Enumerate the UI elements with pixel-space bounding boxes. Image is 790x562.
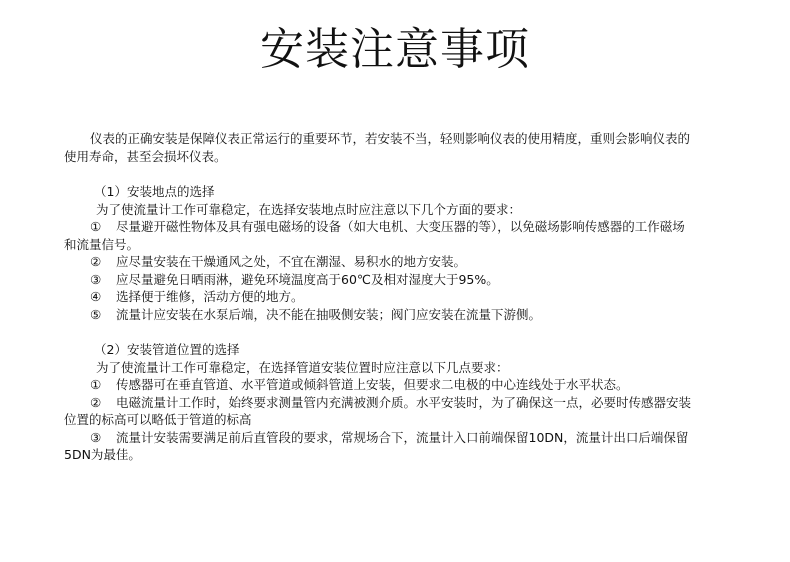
section-heading: （2）安装管道位置的选择 bbox=[94, 342, 240, 357]
item-number: ① bbox=[90, 377, 102, 392]
item-text: 应尽量避免日晒雨淋，避免环境温度高于60℃及相对湿度大于95%。 bbox=[116, 271, 499, 287]
item-number: ② bbox=[90, 254, 102, 269]
list-item bbox=[64, 218, 696, 253]
section-intro: 为了使流量计工作可靠稳定，在选择安装地点时应注意以下几个方面的要求： bbox=[96, 201, 522, 217]
item-number: ⑤ bbox=[90, 306, 102, 322]
content-body bbox=[64, 130, 696, 464]
item-text: 流量计应安装在水泵后端，决不能在抽吸侧安装；阀门应安装在流量下游侧。 bbox=[116, 306, 542, 322]
item-number: ① bbox=[90, 219, 102, 234]
list-item bbox=[64, 376, 696, 394]
item-text: 选择便于维修，活动方便的地方。 bbox=[116, 289, 304, 304]
item-number: ② bbox=[90, 394, 102, 410]
list-item bbox=[64, 394, 696, 429]
item-number: ③ bbox=[90, 271, 102, 287]
list-item bbox=[64, 271, 696, 289]
list-item bbox=[64, 306, 696, 324]
item-number: ③ bbox=[90, 429, 102, 445]
section-pipe-position bbox=[64, 341, 696, 464]
list-item bbox=[64, 429, 696, 464]
item-text: 电磁流量计工作时，始终要求测量管内充满被测介质。水平安装时，为了确保这一点，必要时传感器安装位置的标高可以略低于管道的标高 bbox=[64, 394, 692, 427]
page-title: 安装注意事项 bbox=[260, 24, 530, 75]
list-item bbox=[64, 288, 696, 306]
intro-paragraph: 仪表的正确安装是保障仪表正常运行的重要环节，若安装不当，轻则影响仪表的使用精度，重则会影响仪表的使用寿命，甚至会损坏仪表。 bbox=[64, 131, 691, 164]
section-install-location bbox=[64, 183, 696, 323]
item-text: 尽量避开磁性物体及具有强电磁场的设备（如大电机、大变压器的等），以免磁场影响传感器的工作磁场和流量信号。 bbox=[64, 219, 685, 252]
item-number: ④ bbox=[90, 289, 102, 304]
item-text: 应尽量安装在干燥通风之处，不宜在潮湿、易积水的地方安装。 bbox=[116, 254, 467, 269]
section-heading: （1）安装地点的选择 bbox=[94, 184, 215, 199]
item-text: 传感器可在垂直管道、水平管道或倾斜管道上安装，但要求二电极的中心连线处于水平状态。 bbox=[116, 377, 629, 392]
section-intro: 为了使流量计工作可靠稳定，在选择管道安装位置时应注意以下几点要求： bbox=[96, 359, 509, 375]
list-item bbox=[64, 253, 696, 271]
item-text: 流量计安装需要满足前后直管段的要求，常规场合下，流量计入口前端保留10DN，流量计出口后端保留5DN为最佳。 bbox=[64, 429, 689, 462]
